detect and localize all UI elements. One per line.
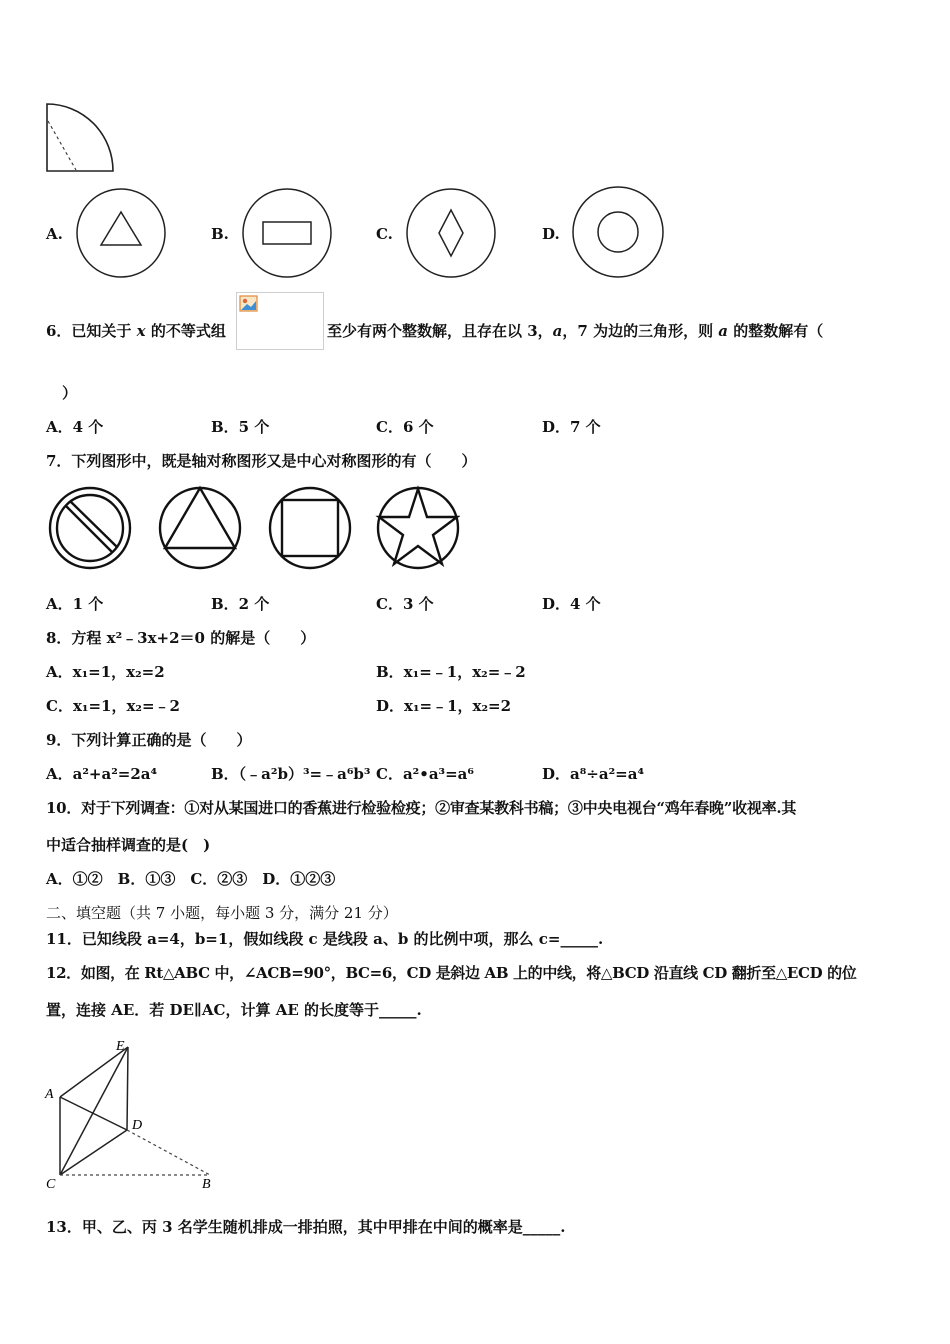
- q12-stem-line2: 置，连接 AE．若 DE∥AC，计算 AE 的长度等于_____.: [46, 1001, 422, 1019]
- q9-option-a: A．a²+a²=2a⁴: [46, 765, 158, 783]
- q7-option-d: D．4 个: [542, 595, 601, 613]
- q6-stem-part: 的整数解有（: [728, 322, 824, 340]
- q7-option-c: C．3 个: [376, 595, 434, 613]
- q9-stem: 9．下列计算正确的是（ ）: [46, 731, 252, 749]
- point-label-a: A: [45, 1087, 54, 1102]
- point-label-b: B: [202, 1177, 211, 1192]
- q6-option-a: A．4 个: [46, 418, 104, 436]
- q8-option-d: D．x₁=﹣1，x₂=2: [376, 697, 512, 715]
- q9-option-d: D．a⁸÷a²=a⁴: [542, 765, 645, 783]
- q5-option-c-label: C.: [376, 225, 393, 243]
- q6-stem: [46, 320, 226, 341]
- q5-option-d-label: D.: [542, 225, 560, 243]
- q8-option-b: B．x₁=﹣1，x₂=﹣2: [376, 663, 526, 681]
- point-label-c: C: [46, 1177, 56, 1192]
- q6-option-c: C．6 个: [376, 418, 434, 436]
- q7-stem: 7．下列图形中，既是轴对称图形又是中心对称图形的有（ ）: [46, 452, 477, 470]
- option-a-circle-triangle-figure: [74, 186, 168, 280]
- q10-stem-line2: 中适合抽样调查的是( ): [46, 836, 211, 854]
- circle-triangle-figure: [160, 488, 240, 568]
- q7-option-a: A．1 个: [46, 595, 104, 613]
- q6-option-b: B．5 个: [211, 418, 270, 436]
- q7-option-b: B．2 个: [211, 595, 270, 613]
- option-c-circle-rhombus-figure: [404, 186, 498, 280]
- q7-figures-strip: [44, 484, 460, 576]
- q8-option-c: C．x₁=1，x₂=﹣2: [46, 697, 180, 715]
- q6-var-a: a: [718, 322, 729, 340]
- q5-option-a-label: A.: [46, 225, 63, 243]
- q6-var-a: a: [552, 322, 563, 340]
- q10-options: A．①② B．①③ C．②③ D．①②③: [46, 870, 336, 888]
- circle-star-figure: [378, 488, 458, 568]
- quarter-circle-figure: [44, 101, 116, 175]
- q10-stem-line1: 10．对于下列调查：①对从某国进口的香蕉进行检验检疫；②审查某教科书稿；③中央电视台“鸡年春晚”收视率.其: [46, 799, 797, 817]
- q6-stem-part: 至少有两个整数解，且存在以 3，: [327, 322, 553, 340]
- q8-option-a: A．x₁=1，x₂=2: [46, 663, 165, 681]
- q6-option-d: D．7 个: [542, 418, 601, 436]
- inequality-system-image: [236, 292, 324, 350]
- q6-var-x: x: [136, 322, 146, 340]
- q11-stem: 11．已知线段 a=4，b=1，假如线段 c 是线段 a、b 的比例中项，那么 c=_____.: [46, 930, 604, 948]
- q6-stem-close: ）: [62, 384, 78, 402]
- q6-stem-part: 6．已知关于: [46, 322, 137, 340]
- q5-option-b-label: B.: [211, 225, 229, 243]
- q9-option-b: B．（﹣a²b）³=﹣a⁶b³: [211, 765, 371, 783]
- q8-stem: 8．方程 x²﹣3x+2＝0 的解是（ ）: [46, 629, 316, 647]
- option-b-circle-rectangle-figure: [240, 186, 334, 280]
- q6-stem-continued: [327, 320, 823, 341]
- circle-square-figure: [270, 488, 350, 568]
- section-title: 二、填空题（共 7 小题，每小题 3 分，满分 21 分）: [46, 904, 398, 922]
- q12-stem-line1: 12．如图，在 Rt△ABC 中，∠ACB=90°，BC=6，CD 是斜边 AB 上的中线，将△BCD 沿直线 CD 翻折至△ECD 的位: [46, 964, 857, 982]
- q13-stem: 13．甲、乙、丙 3 名学生随机排成一排拍照，其中甲排在中间的概率是_____.: [46, 1218, 566, 1236]
- triangle-fold-figure: [40, 1034, 225, 1194]
- q9-option-c: C．a²•a³=a⁶: [376, 765, 474, 783]
- q6-stem-part: ，7 为边的三角形，则: [562, 322, 719, 340]
- circle-slash-figure: [50, 488, 130, 568]
- option-d-concentric-circles-figure: [570, 184, 666, 280]
- point-label-d: D: [132, 1118, 143, 1133]
- point-label-e: E: [116, 1039, 125, 1054]
- q6-stem-part: 的不等式组: [145, 322, 226, 340]
- broken-image-icon: [239, 295, 259, 313]
